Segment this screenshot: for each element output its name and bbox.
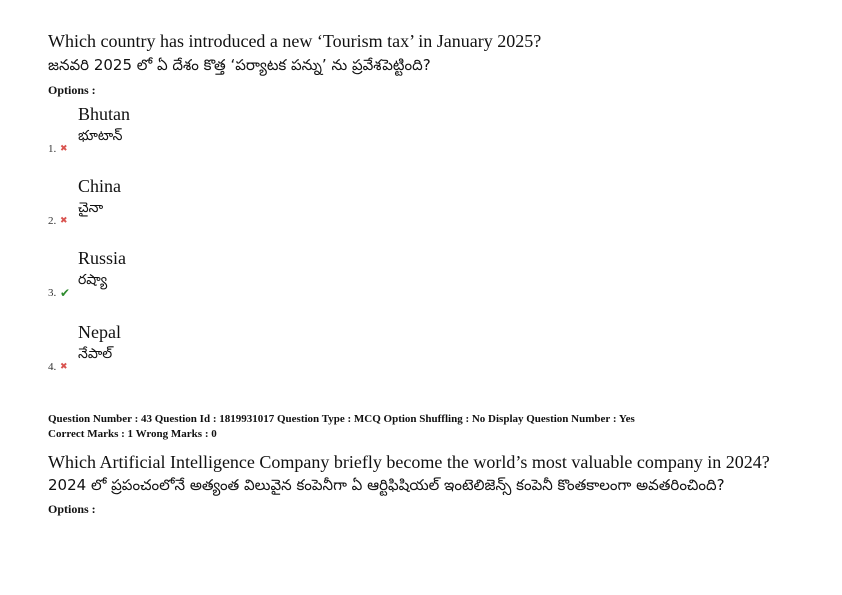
option-4[interactable] [48,321,348,391]
question-text-te: జనవరి 2025 లో ఏ దేశం కొత్త ‘పర్యాటక పన్ను’ ను ప్రవేశపెట్టింది? [48,56,431,74]
option-3[interactable] [48,247,348,317]
question-text-en: Which Artificial Intelligence Company briefly become the world’s most valuable company in 2024? [48,452,770,472]
question-text-en: Which country has introduced a new ‘Tourism tax’ in January 2025? [48,31,542,51]
cross-icon: ✖ [60,144,68,154]
option-2[interactable] [48,175,348,245]
cross-icon: ✖ [60,216,68,226]
cross-icon: ✖ [60,362,68,372]
options-heading: Options : [48,502,96,516]
question-meta: Question Number : 43 Question Id : 1819931017 Question Type : MCQ Option Shuffling : No Display Question Number : Yes [48,413,635,425]
option-text-en: Bhutan [78,104,130,124]
option-text-te: భూటాన్ [78,128,123,144]
option-number: 3. [48,287,57,299]
option-number: 2. [48,215,57,227]
option-1[interactable] [48,103,348,173]
option-text-en: China [78,176,121,196]
option-text-te: చైనా [78,200,104,216]
option-text-te: నేపాల్ [78,346,113,362]
marks-meta: Correct Marks : 1 Wrong Marks : 0 [48,428,217,440]
option-text-te: రష్యా [78,272,108,288]
option-text-en: Russia [78,248,127,268]
option-number: 4. [48,361,57,373]
option-number: 1. [48,143,57,155]
option-text-en: Nepal [78,322,121,342]
options-heading: Options : [48,83,96,97]
question-text-te: 2024 లో ప్రపంచంలోనే అత్యంత విలువైన కంపెనీగా ఏ ఆర్టిఫిషియల్ ఇంటెలిజెన్స్ కంపెనీ కొంతకాలంగా అవతరించింది? [48,476,725,494]
check-icon: ✔ [60,286,71,300]
